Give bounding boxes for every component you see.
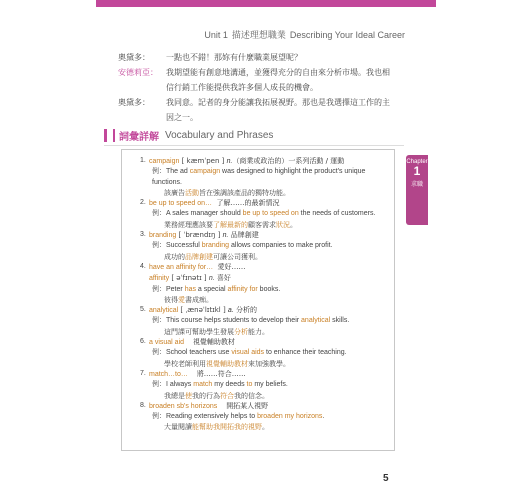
example-highlight: visual aids	[231, 349, 265, 357]
vocab-word: analytical	[149, 307, 179, 315]
chapter-label: Chapter	[406, 159, 428, 165]
example-highlight: analytical	[301, 317, 331, 325]
example-highlight: match	[193, 381, 213, 389]
dialog-line	[118, 95, 413, 110]
entry-number: 6.	[140, 338, 146, 346]
translation-text: 學校老師利用	[164, 359, 206, 368]
translation-highlight: 活動	[185, 188, 199, 197]
example-highlight: to	[246, 381, 253, 389]
phonetic: [ əˈfɪnətɪ ]	[169, 274, 209, 283]
vocab-entry	[140, 262, 390, 273]
example-sentence	[140, 167, 390, 188]
example-text: a special	[195, 285, 228, 293]
speaker-name: 奧黛多：	[118, 53, 150, 62]
entry-number: 5.	[140, 306, 146, 314]
top-accent-bar	[96, 0, 436, 7]
translation-text: 來加強教學。	[248, 359, 290, 368]
translation-highlight: 品牌創建	[185, 252, 213, 261]
definition: 視覺輔助教材	[192, 338, 235, 347]
translation-text: 這門課可幫助學生發展	[164, 327, 234, 336]
heading-bar	[113, 129, 115, 142]
example-text: 例：I always	[152, 381, 194, 389]
vocab-word: broaden sb's horizons	[149, 402, 218, 410]
dialog-line	[118, 65, 413, 80]
example-text: 例：This course helps students to develop their	[152, 317, 302, 325]
entry-number: 3.	[140, 231, 146, 239]
entry-number: 2.	[140, 199, 146, 207]
example-highlight: campaign	[189, 168, 221, 176]
translation-highlight: 分析	[234, 327, 248, 336]
translation-text: 我的行為	[192, 391, 220, 400]
vocab-entry	[140, 305, 390, 316]
definition: 喜好	[214, 274, 231, 283]
unit-title-en: Describing Your Ideal Career	[289, 30, 405, 40]
example-highlight: branding	[201, 242, 230, 250]
unit-title-zh: 描述理想職業	[231, 30, 286, 40]
example-highlight: has	[184, 285, 196, 293]
translation-text: 我的信念。	[234, 391, 269, 400]
example-text: 例：Successful	[152, 242, 202, 250]
dialog-text: 一點也不錯！那妳有什麼職業展望呢？	[166, 53, 302, 62]
example-sentence	[140, 209, 390, 219]
divider	[104, 145, 404, 146]
example-text: my deeds	[212, 381, 247, 389]
vocab-word: campaign	[149, 158, 180, 165]
example-text: 例：The ad	[152, 168, 190, 176]
translation-text: 。	[290, 220, 297, 229]
translation-text: 業務經理應該要	[164, 220, 213, 229]
translation-text: 旨在強調該產品的獨特功能。	[199, 188, 290, 197]
example-translation	[140, 188, 390, 198]
example-translation	[140, 359, 390, 369]
example-translation	[140, 252, 390, 262]
speaker-name: 奧黛多：	[118, 98, 150, 107]
translation-text: 成功的	[164, 252, 185, 261]
vocab-word: have an affinity for…	[149, 263, 214, 271]
entry-number: 1.	[140, 157, 146, 164]
translation-text: 書成痴。	[185, 295, 213, 304]
part-of-speech: n.	[222, 232, 229, 240]
vocab-word: a visual aid	[149, 339, 185, 347]
definition: 分析的	[233, 306, 257, 315]
example-highlight: be up to speed on	[242, 210, 299, 218]
example-text: 例：School teachers use	[152, 349, 232, 357]
entry-number: 4.	[140, 262, 146, 270]
vocab-word: be up to speed on…	[149, 200, 213, 208]
dialog-text-continued: 因之一。	[166, 113, 198, 122]
vocab-entry	[140, 337, 390, 348]
translation-highlight: 使	[185, 391, 192, 400]
example-translation	[140, 391, 390, 401]
example-text: the needs of customers.	[298, 210, 376, 218]
example-sentence	[140, 412, 390, 422]
dialog-line	[118, 50, 413, 65]
example-translation	[140, 295, 390, 305]
part-of-speech: a.	[227, 307, 234, 315]
section-title-en: Vocabulary and Phrases	[165, 130, 274, 141]
part-of-speech: n.	[208, 275, 215, 283]
vocabulary-box	[121, 149, 395, 451]
translation-text: 該廣告	[164, 188, 185, 197]
definition: 愛好……	[217, 262, 246, 271]
example-text: allows companies to make profit.	[229, 242, 333, 250]
translation-text: 顧客需求	[248, 220, 276, 229]
example-sentence	[140, 241, 390, 251]
speaker-name: 安德莉亞：	[118, 68, 158, 77]
translation-text: 我總是	[164, 391, 185, 400]
vocab-word: branding	[149, 232, 177, 240]
example-translation	[140, 327, 390, 337]
entry-number: 7.	[140, 369, 146, 377]
translation-highlight: 愛	[178, 295, 185, 304]
example-text: my beliefs.	[252, 381, 288, 389]
vocab-entry	[140, 230, 390, 241]
chapter-title: 求職	[410, 181, 423, 188]
translation-text: 能力。	[248, 327, 269, 336]
example-text: 例：Peter	[152, 285, 185, 293]
example-text: was designed to highlight the product's unique functions.	[152, 168, 366, 186]
dialog-text: 我期望能有創意地溝通，並獲得充分的自由來分析市場。我也相	[166, 68, 390, 77]
phonetic: [ kæmˈpen ]	[179, 157, 227, 165]
definition: 品牌創建	[228, 231, 259, 240]
dialog-text: 我同意。記者的身分能讓我拓展視野。那也是我選擇這工作的主	[166, 98, 390, 107]
heading-bar	[104, 129, 107, 142]
definition: 開拓某人視野	[226, 401, 269, 410]
entry-number: 8.	[140, 401, 146, 409]
chapter-tab	[406, 155, 428, 225]
example-text: skills.	[330, 317, 350, 325]
vocabulary-list	[140, 156, 390, 433]
vocab-subentry	[140, 273, 390, 284]
vocab-entry	[140, 156, 390, 167]
translation-highlight: 視覺輔助教材	[206, 359, 248, 368]
example-highlight: broaden my horizons	[257, 413, 323, 421]
translation-text: 。	[262, 423, 269, 432]
example-sentence	[140, 380, 390, 390]
definition: 將……符合……	[196, 369, 246, 378]
example-text: to enhance their teaching.	[264, 349, 347, 357]
chapter-number: 1	[413, 164, 421, 178]
vocab-word: affinity	[149, 275, 170, 283]
phonetic: [ ˈbrændɪŋ ]	[176, 231, 223, 240]
vocab-entry	[140, 198, 390, 209]
page-header	[204, 28, 405, 41]
example-text: 例：A sales manager should	[152, 210, 243, 218]
translation-highlight: 符合	[220, 391, 234, 400]
vocab-entry	[140, 401, 390, 412]
part-of-speech: n.	[226, 158, 233, 165]
example-sentence	[140, 348, 390, 358]
definition: （商業或政治的）一系列活動 / 運動	[232, 157, 345, 165]
example-sentence	[140, 316, 390, 326]
definition: 了解……的最新情況	[216, 199, 280, 208]
example-highlight: affinity for	[227, 285, 258, 293]
dialog-block	[118, 50, 413, 125]
example-text: .	[322, 413, 325, 421]
example-text: 例：Reading extensively helps to	[152, 413, 258, 421]
translation-highlight: 狀況	[276, 220, 290, 229]
translation-text: 可讓公司獲利。	[213, 252, 262, 261]
translation-highlight: 了解最新的	[213, 220, 248, 229]
example-translation	[140, 220, 390, 230]
translation-text: 大量閱讀	[164, 423, 192, 432]
example-translation	[140, 422, 390, 432]
page-number: 5	[383, 473, 389, 484]
translation-highlight: 能幫助我開拓我的視野	[192, 423, 262, 432]
section-heading	[104, 128, 273, 143]
unit-label: Unit 1	[204, 30, 228, 40]
dialog-text-continued: 信行銷工作能提供我許多個人成長的機會。	[166, 83, 318, 92]
vocab-word: match…to…	[149, 370, 188, 378]
vocab-entry	[140, 369, 390, 380]
translation-text: 彼得	[164, 295, 178, 304]
example-sentence	[140, 285, 390, 295]
example-text: books.	[257, 285, 281, 293]
section-title-zh: 詞彙詳解	[119, 132, 159, 143]
phonetic: [ ˌænəˈlɪtɪkl ]	[178, 306, 228, 315]
